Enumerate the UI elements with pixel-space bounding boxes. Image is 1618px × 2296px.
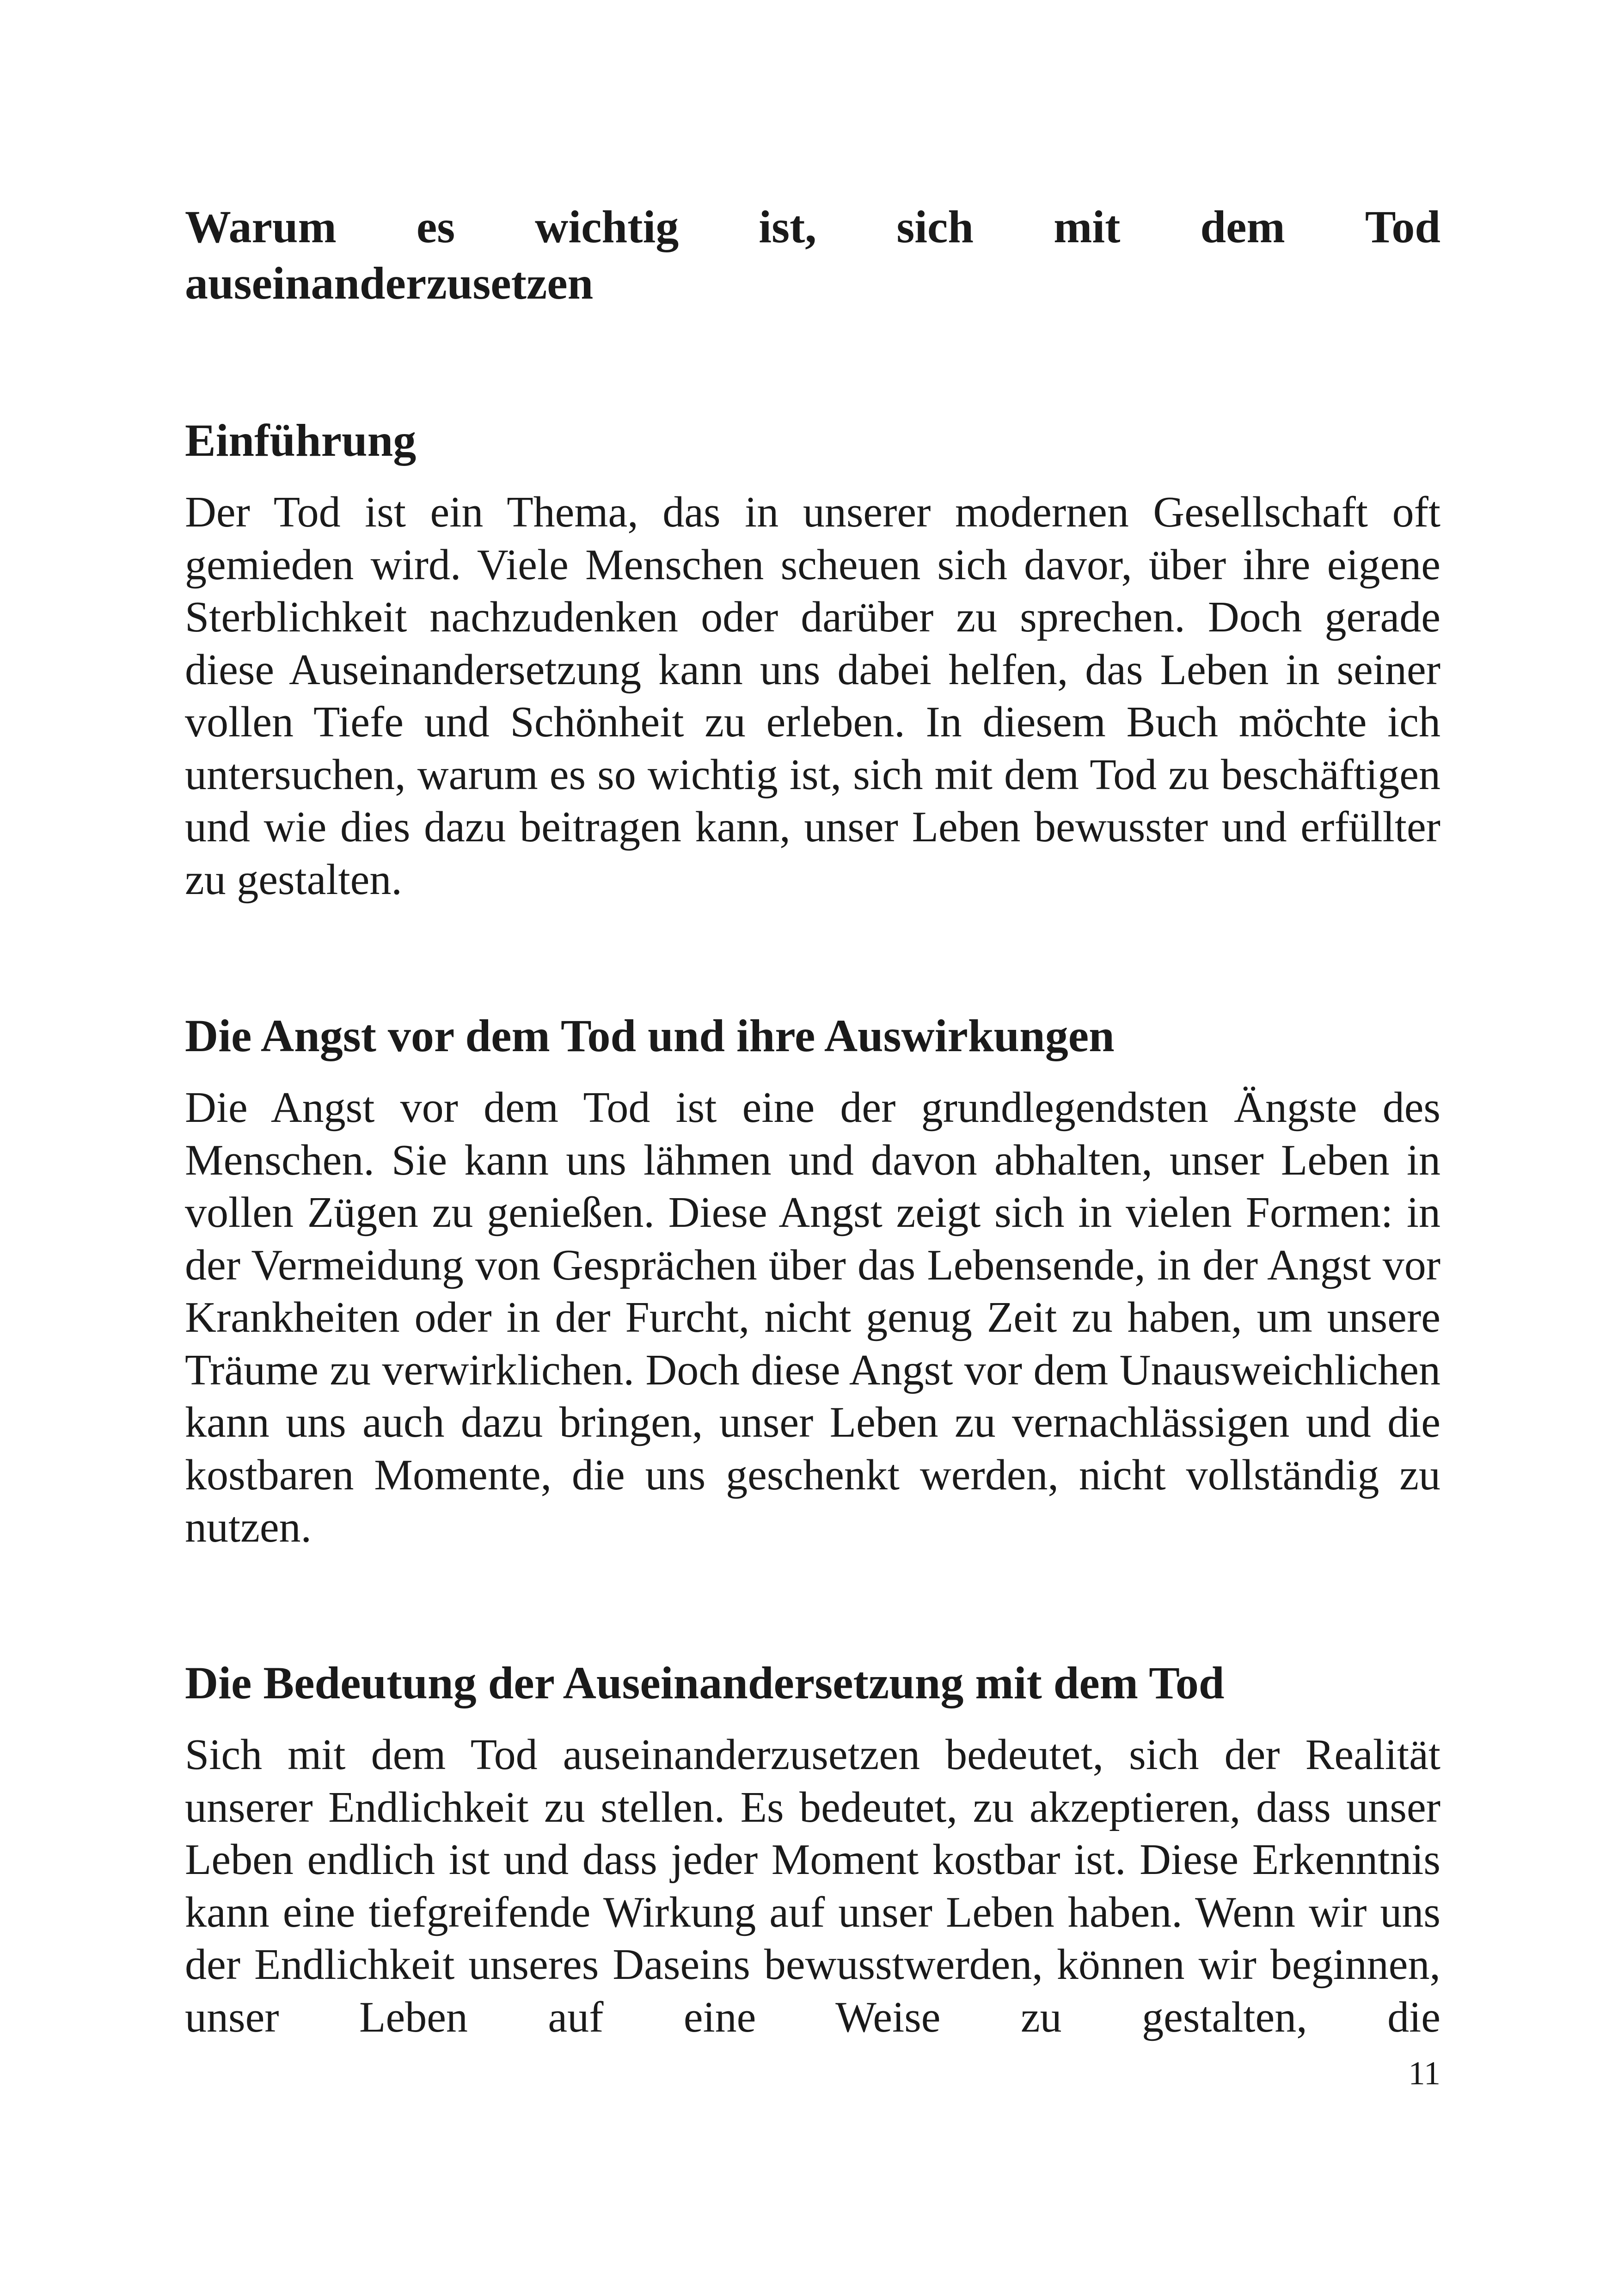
section-heading: Einführung <box>185 415 417 466</box>
section-paragraph: Der Tod ist ein Thema, das in unserer modernen Gesellschaft oft gemieden wird. Viele Menschen scheuen sich davor, über ihre eigene Sterblichkeit nachzudenken oder darüber zu sprechen. Doch gerade diese Auseinandersetzung kann uns dabei helfen, das Leben in seiner vollen Tiefe und Schönheit zu erleben. In diesem Buch möchte ich untersuchen, warum es so wichtig ist, sich mit dem Tod zu beschäftigen und wie dies dazu beitragen kann, unser Leben bewusster und erfüllter zu gestalten. <box>185 488 1440 904</box>
section-heading: Die Angst vor dem Tod und ihre Auswirkungen <box>185 1010 1115 1061</box>
chapter-title-line-2: auseinanderzusetzen <box>185 257 594 309</box>
title-word: wichtig <box>535 201 679 252</box>
section-einfuehrung <box>185 412 1440 906</box>
title-word: Tod <box>1365 201 1440 252</box>
section-bedeutung-auseinandersetzung <box>185 1655 1440 2044</box>
title-word: es <box>416 201 455 252</box>
title-word: mit <box>1054 201 1121 252</box>
title-word: ist, <box>759 201 817 252</box>
title-word: Warum <box>185 201 337 252</box>
section-paragraph: Die Angst vor dem Tod ist eine der grundlegendsten Ängste des Menschen. Sie kann uns lähmen und davon abhalten, unser Leben in vollen Zügen zu genießen. Diese Angst zeigt sich in vielen Formen: in der Vermeidung von Gesprächen über das Lebensende, in der Angst vor Krankheiten oder in der Furcht, nicht genug Zeit zu haben, um unsere Träume zu verwirklichen. Doch diese Angst vor dem Unausweichlichen kann uns auch dazu bringen, unser Leben zu vernachlässigen und die kostbaren Momente, die uns geschenkt werden, nicht vollständig zu nutzen. <box>185 1084 1440 1551</box>
chapter-title <box>185 199 1440 312</box>
page-number: 11 <box>1408 2055 1440 2092</box>
chapter-title-line-1 <box>185 199 1440 255</box>
section-paragraph: Sich mit dem Tod auseinanderzusetzen bedeutet, sich der Realität unserer Endlichkeit zu stellen. Es bedeutet, zu akzeptieren, dass unser Leben endlich ist und dass jeder Moment kostbar ist. Diese Erkenntnis kann eine tiefgreifende Wirkung auf unser Leben haben. Wenn wir uns der Endlichkeit unseres Daseins bewusstwerden, können wir beginnen, unser Leben auf eine Weise zu gestalten, die <box>185 1731 1440 2041</box>
section-heading: Die Bedeutung der Auseinandersetzung mit dem Tod <box>185 1657 1225 1708</box>
section-angst-vor-dem-tod <box>185 1008 1440 1554</box>
title-word: sich <box>896 201 974 252</box>
title-word: dem <box>1200 201 1285 252</box>
book-page <box>185 0 1440 2296</box>
